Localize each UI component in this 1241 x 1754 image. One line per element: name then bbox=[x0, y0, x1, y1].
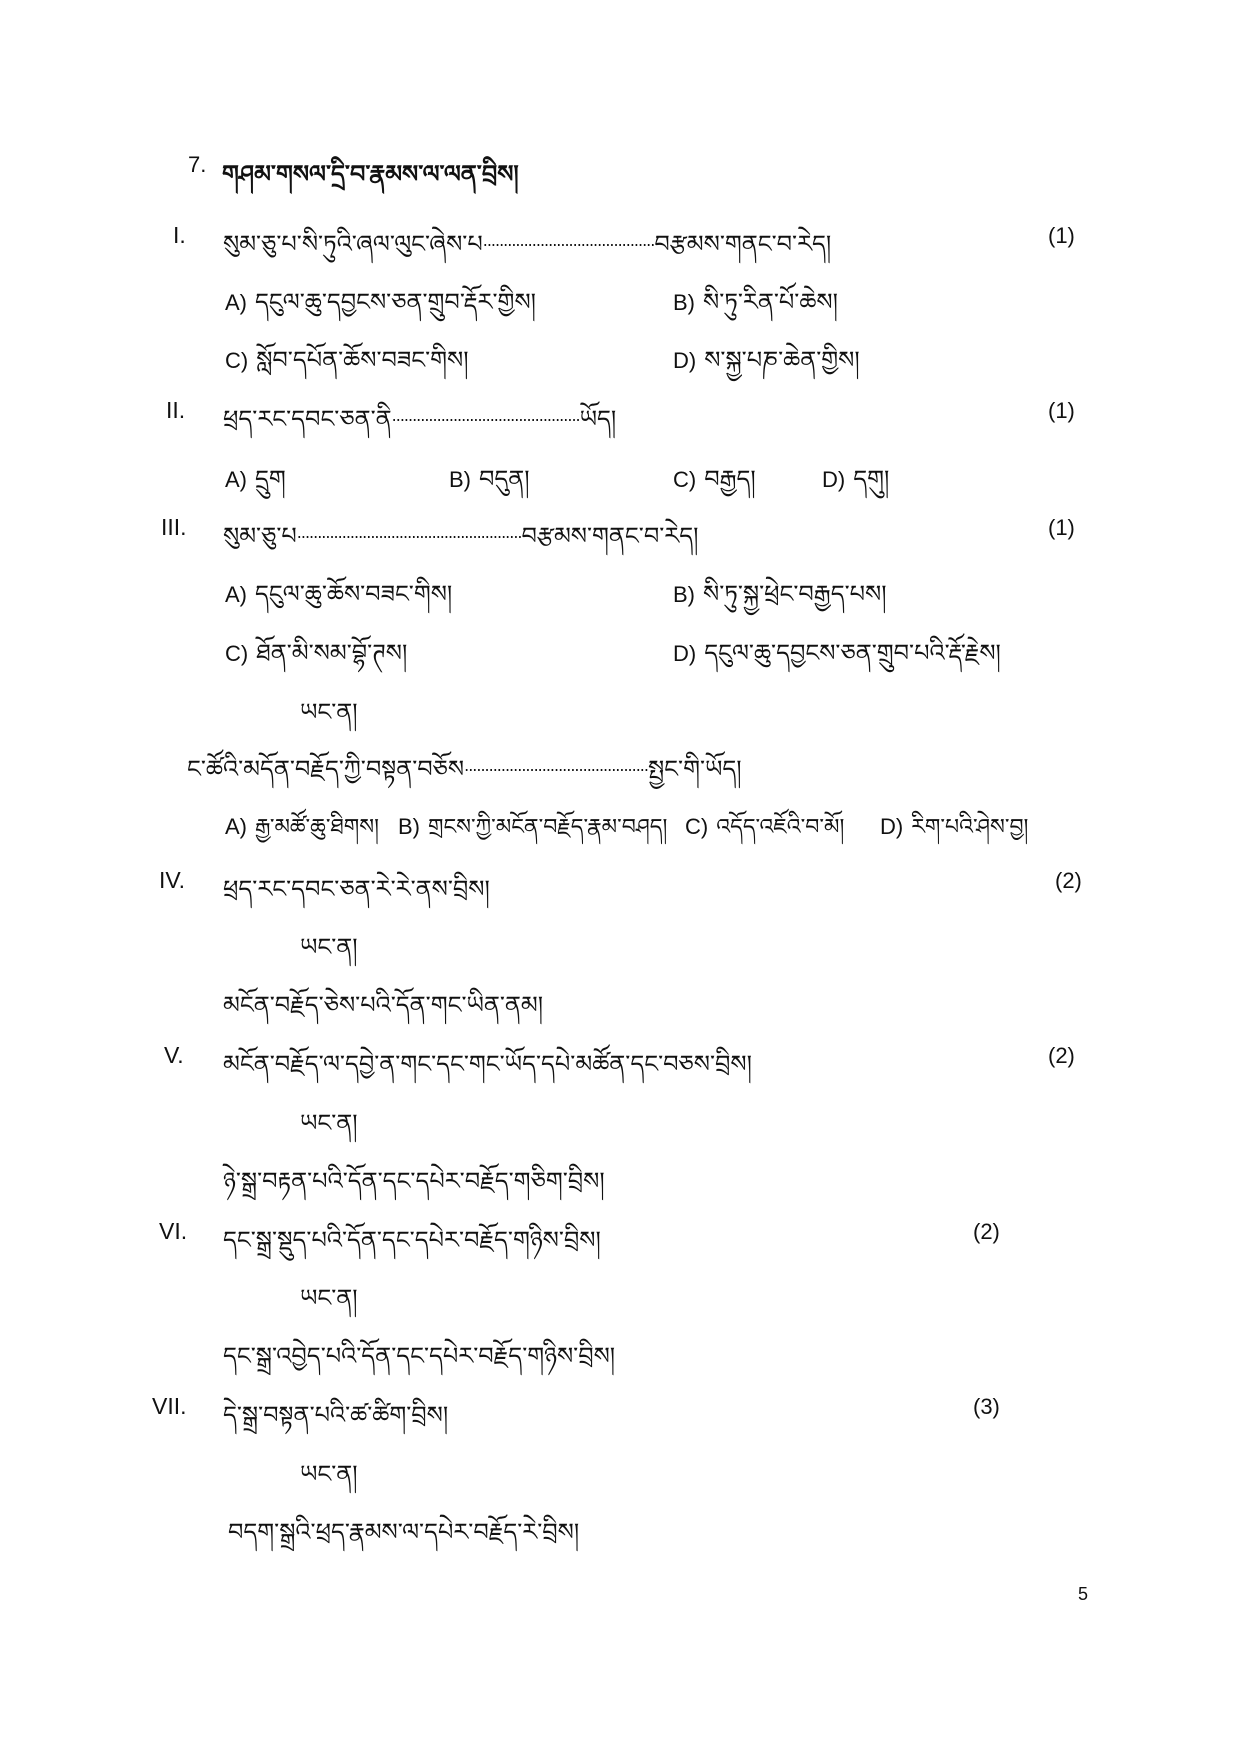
question-number: 7. bbox=[188, 152, 207, 177]
blank-dots: ............................................. bbox=[464, 756, 648, 775]
blank-dots: .............................................. bbox=[391, 406, 580, 425]
blank-dots: ....................................................... bbox=[296, 523, 522, 542]
roman-numeral-2: II. bbox=[166, 397, 186, 423]
option-2b: B) བདུན། bbox=[449, 465, 530, 493]
question-2-stem: ཕྲད་རང་དབང་ཅན་ནི..............................................ཡོད། bbox=[223, 405, 617, 433]
or-label-3: ཡང་ན། bbox=[300, 698, 358, 726]
blank-dots: .......................................... bbox=[482, 231, 655, 250]
marks-3: (1) bbox=[1048, 515, 1075, 540]
marks-4: (2) bbox=[1055, 868, 1082, 893]
option-3-alt-d: D) རིག་པའི་ཤེས་བྱ། bbox=[880, 814, 1029, 840]
option-2a: A) དྲུག bbox=[225, 465, 286, 493]
option-1a: A) དངུལ་ཆུ་དབྱངས་ཅན་གྲུབ་རྡོར་གྱིས། bbox=[225, 288, 536, 316]
option-1d: D) ས་སྐྱ་པཎ་ཆེན་གྱིས། bbox=[673, 346, 860, 374]
marks-2: (1) bbox=[1048, 398, 1075, 423]
roman-numeral-3: III. bbox=[161, 514, 187, 540]
page-number: 5 bbox=[1078, 1584, 1089, 1604]
question-6-alt-stem: དང་སྒྲ་འབྱེད་པའི་དོན་དང་དཔེར་བརྗོད་གཉིས་བྲིས། bbox=[223, 1342, 616, 1370]
question-1-stem: སུམ་ཅུ་པ་སི་ཏུའི་ཞལ་ལུང་ཞེས་པ..........................................བརྩམས་གནང་བ་རེད། bbox=[223, 230, 832, 258]
option-2c: C) བརྒྱད། bbox=[673, 465, 756, 493]
roman-numeral-7: VII. bbox=[152, 1393, 187, 1419]
question-5-stem: མངོན་བརྗོད་ལ་དབྱེ་ན་གང་དང་གང་ཡོད་དཔེ་མཚོན་དང་བཅས་བྲིས། bbox=[223, 1050, 752, 1078]
or-label-7: ཡང་ན། bbox=[300, 1460, 358, 1488]
option-3a: A) དངུལ་ཆུ་ཆོས་བཟང་གིས། bbox=[225, 580, 453, 608]
question-4-alt-stem: མངོན་བརྗོད་ཅེས་པའི་དོན་གང་ཡིན་ནམ། bbox=[223, 991, 544, 1019]
question-4-stem: ཕྲད་རང་དབང་ཅན་རེ་རེ་ནས་བྲིས། bbox=[223, 875, 490, 903]
question-7-alt-stem: བདག་སྒྲའི་ཕྲད་རྣམས་ལ་དཔེར་བརྗོད་རེ་བྲིས། bbox=[228, 1518, 580, 1546]
roman-numeral-5: V. bbox=[164, 1042, 184, 1068]
question-7-stem: དེ་སྒྲ་བསྟན་པའི་ཚ་ཚིག་བྲིས། bbox=[223, 1401, 449, 1429]
question-3-stem: སུམ་ཅུ་པ.......................................................བརྩམས་གནང་བ་རེད། bbox=[223, 522, 699, 550]
question-heading: གཤམ་གསལ་དྲི་བ་རྣམས་ལ་ལན་བྲིས། bbox=[222, 160, 519, 188]
or-label-5: ཡང་ན། bbox=[300, 1109, 358, 1137]
option-3b: B) སི་ཏུ་སྐྱ་ཕྲེང་བརྒྱད་པས། bbox=[673, 580, 887, 608]
marks-6: (2) bbox=[973, 1219, 1000, 1244]
roman-numeral-6: VI. bbox=[159, 1218, 188, 1244]
option-3-alt-b: B) གྲངས་ཀྱི་མངོན་བརྗོད་རྣམ་བཤད། bbox=[398, 814, 668, 840]
or-label-4: ཡང་ན། bbox=[300, 933, 358, 961]
marks-5: (2) bbox=[1048, 1043, 1075, 1068]
option-3d: D) དངུལ་ཆུ་དབྱངས་ཅན་གྲུབ་པའི་རྡོ་རྗེས། bbox=[673, 639, 1001, 667]
option-1c: C) སློབ་དཔོན་ཆོས་བཟང་གིས། bbox=[225, 346, 469, 374]
roman-numeral-1: I. bbox=[173, 222, 186, 248]
roman-numeral-4: IV. bbox=[159, 867, 186, 893]
marks-1: (1) bbox=[1048, 223, 1075, 248]
option-3c: C) ཐོན་མི་སམ་བྷོ་ཊས། bbox=[225, 639, 408, 667]
question-3-alt-stem: ང་ཚོའི་མདོན་བརྗོད་ཀྱི་བསྟན་བཅོས.............................................སྤྱང་གི་ཡོད། bbox=[187, 755, 742, 783]
or-label-6: ཡང་ན། bbox=[300, 1284, 358, 1312]
option-2d: D) དགུ། bbox=[822, 465, 890, 493]
question-5-alt-stem: ཉེ་སྒྲ་བརྟན་པའི་དོན་དང་དཔེར་བརྗོད་གཅིག་བྲིས། bbox=[223, 1167, 605, 1195]
option-3-alt-c: C) འདོད་འཇོའི་བ་མོ། bbox=[685, 814, 845, 840]
marks-7: (3) bbox=[973, 1394, 1000, 1419]
option-3-alt-a: A) རྒྱ་མཚོ་ཆུ་ཐིགས། bbox=[225, 814, 379, 840]
option-1b: B) སི་ཏུ་རིན་པོ་ཆེས། bbox=[673, 288, 838, 316]
question-6-stem: དང་སྒྲ་སྡུད་པའི་དོན་དང་དཔེར་བརྗོད་གཉིས་བྲིས། bbox=[223, 1226, 601, 1254]
